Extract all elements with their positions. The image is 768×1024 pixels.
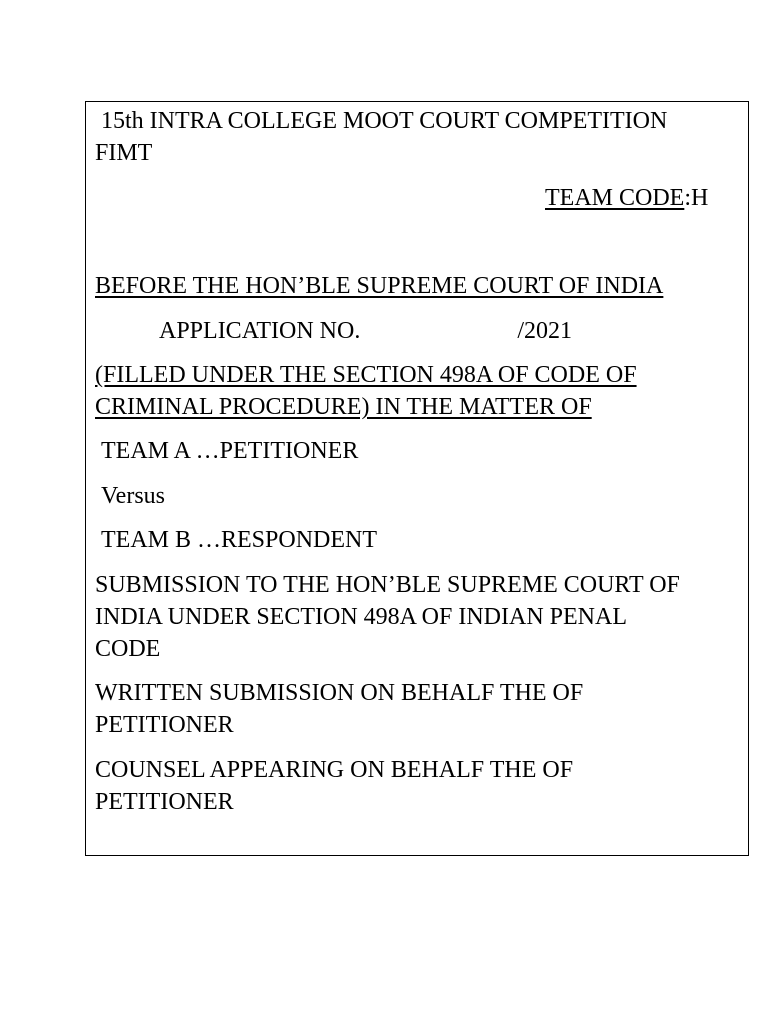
respondent-line: TEAM B …RESPONDENT bbox=[101, 527, 378, 553]
application-label: APPLICATION NO. bbox=[159, 318, 361, 344]
court-heading: BEFORE THE HON’BLE SUPREME COURT OF INDIA bbox=[95, 273, 664, 299]
submission-line-3: CODE bbox=[95, 636, 161, 662]
counsel-line-1: COUNSEL APPEARING ON BEHALF THE OF bbox=[95, 757, 574, 783]
competition-title: 15th INTRA COLLEGE MOOT COURT COMPETITION bbox=[101, 108, 668, 134]
versus-line: Versus bbox=[101, 483, 165, 509]
cover-page-border bbox=[85, 101, 749, 856]
application-year: /2021 bbox=[517, 318, 573, 344]
written-submission-line-2: PETITIONER bbox=[95, 712, 234, 738]
team-code-value: :H bbox=[684, 185, 709, 211]
team-code bbox=[545, 182, 708, 214]
team-code-label: TEAM CODE bbox=[545, 185, 685, 211]
filed-under-line-2: CRIMINAL PROCEDURE) IN THE MATTER OF bbox=[95, 394, 592, 420]
counsel-line-2: PETITIONER bbox=[95, 789, 234, 815]
submission-line-1: SUBMISSION TO THE HON’BLE SUPREME COURT OF bbox=[95, 572, 680, 598]
written-submission-line-1: WRITTEN SUBMISSION ON BEHALF THE OF bbox=[95, 680, 584, 706]
application-number bbox=[159, 315, 572, 347]
petitioner-line: TEAM A …PETITIONER bbox=[101, 438, 359, 464]
submission-line-2: INDIA UNDER SECTION 498A OF INDIAN PENAL bbox=[95, 604, 627, 630]
institution-name: FIMT bbox=[95, 140, 153, 166]
filed-under-line-1: (FILLED UNDER THE SECTION 498A OF CODE OF bbox=[95, 362, 637, 388]
